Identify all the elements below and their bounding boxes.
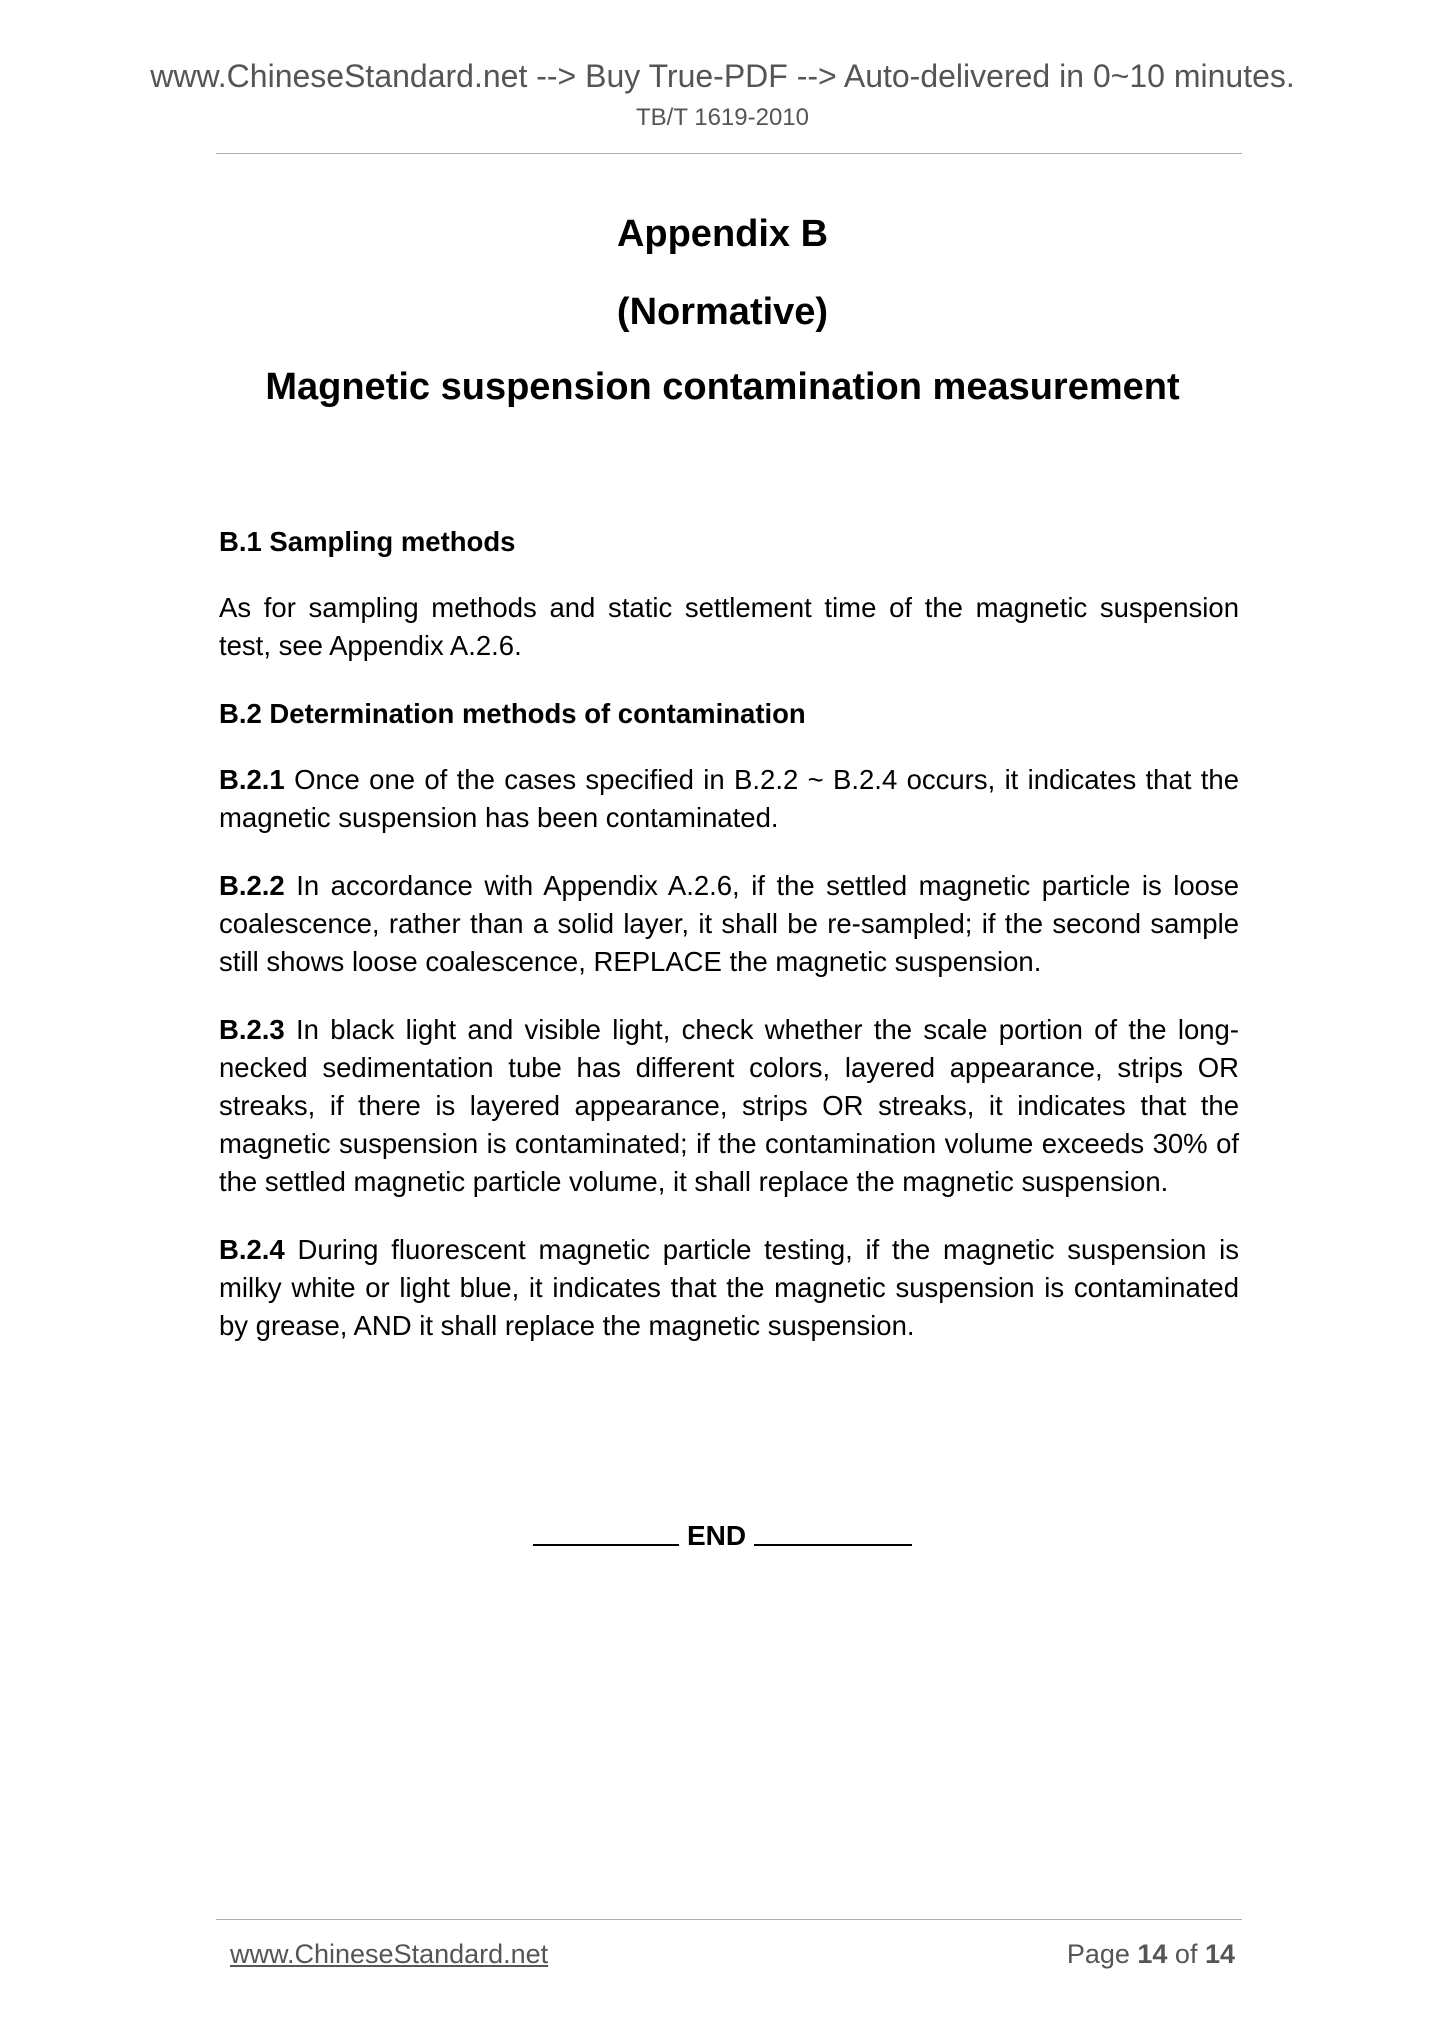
- clause-text: In accordance with Appendix A.2.6, if the settled magnetic particle is loose coalescence, rather than a solid layer, it shall be re-sampled; if the second sample still shows loose coalescence, REPLACE the magnetic suspension.: [219, 870, 1239, 977]
- end-rule-right: [754, 1514, 912, 1546]
- clause-b23: [219, 1011, 1239, 1201]
- clause-number: B.2.3: [219, 1014, 285, 1045]
- clause-b22: [219, 867, 1239, 981]
- page-total: 14: [1204, 1939, 1235, 1969]
- page-prefix: Page: [1066, 1939, 1138, 1969]
- document-body: [219, 523, 1239, 1375]
- clause-b21: [219, 761, 1239, 837]
- appendix-subject: Magnetic suspension contamination measurement: [265, 366, 1180, 408]
- section-heading-b1: B.1 Sampling methods: [219, 526, 516, 557]
- end-rule-left: [533, 1514, 679, 1546]
- clause-text: Once one of the cases specified in B.2.2 ~ B.2.4 occurs, it indicates that the magnetic suspension has been contaminated.: [219, 764, 1239, 833]
- clause-text: In black light and visible light, check whether the scale portion of the long-necked sedimentation tube has different colors, layered appearance, strips OR streaks, if there is layered appearance, strips OR streaks, it indicates that the magnetic suspension is contaminated; if the contamination volume exceeds 30% of the settled magnetic particle volume, it shall replace the magnetic suspension.: [219, 1014, 1239, 1197]
- document-code: TB/T 1619-2010: [635, 104, 809, 131]
- end-label: END: [686, 1520, 747, 1551]
- appendix-type: (Normative): [616, 291, 829, 333]
- clause-number: B.2.2: [219, 870, 285, 901]
- footer-divider: [216, 1919, 1242, 1920]
- clause-b24: [219, 1231, 1239, 1345]
- clause-number: B.2.4: [219, 1234, 285, 1265]
- page-current: 14: [1137, 1939, 1168, 1969]
- footer-site-link[interactable]: www.ChineseStandard.net: [230, 1939, 549, 1969]
- page-of: of: [1167, 1939, 1205, 1969]
- paragraph-b1: As for sampling methods and static settlement time of the magnetic suspension test, see Appendix A.2.6.: [219, 592, 1239, 661]
- appendix-title: Appendix B: [616, 213, 829, 255]
- section-heading-b2: B.2 Determination methods of contamination: [219, 698, 806, 729]
- header-banner: www.ChineseStandard.net --> Buy True-PDF --> Auto-delivered in 0~10 minutes.: [150, 58, 1295, 94]
- end-marker: [0, 1514, 1445, 1552]
- page-indicator: [1067, 1939, 1235, 1970]
- header-divider: [216, 153, 1242, 154]
- clause-number: B.2.1: [219, 764, 285, 795]
- clause-text: During fluorescent magnetic particle testing, if the magnetic suspension is milky white or light blue, it indicates that the magnetic suspension is contaminated by grease, AND it shall replace the magnetic suspension.: [219, 1234, 1239, 1341]
